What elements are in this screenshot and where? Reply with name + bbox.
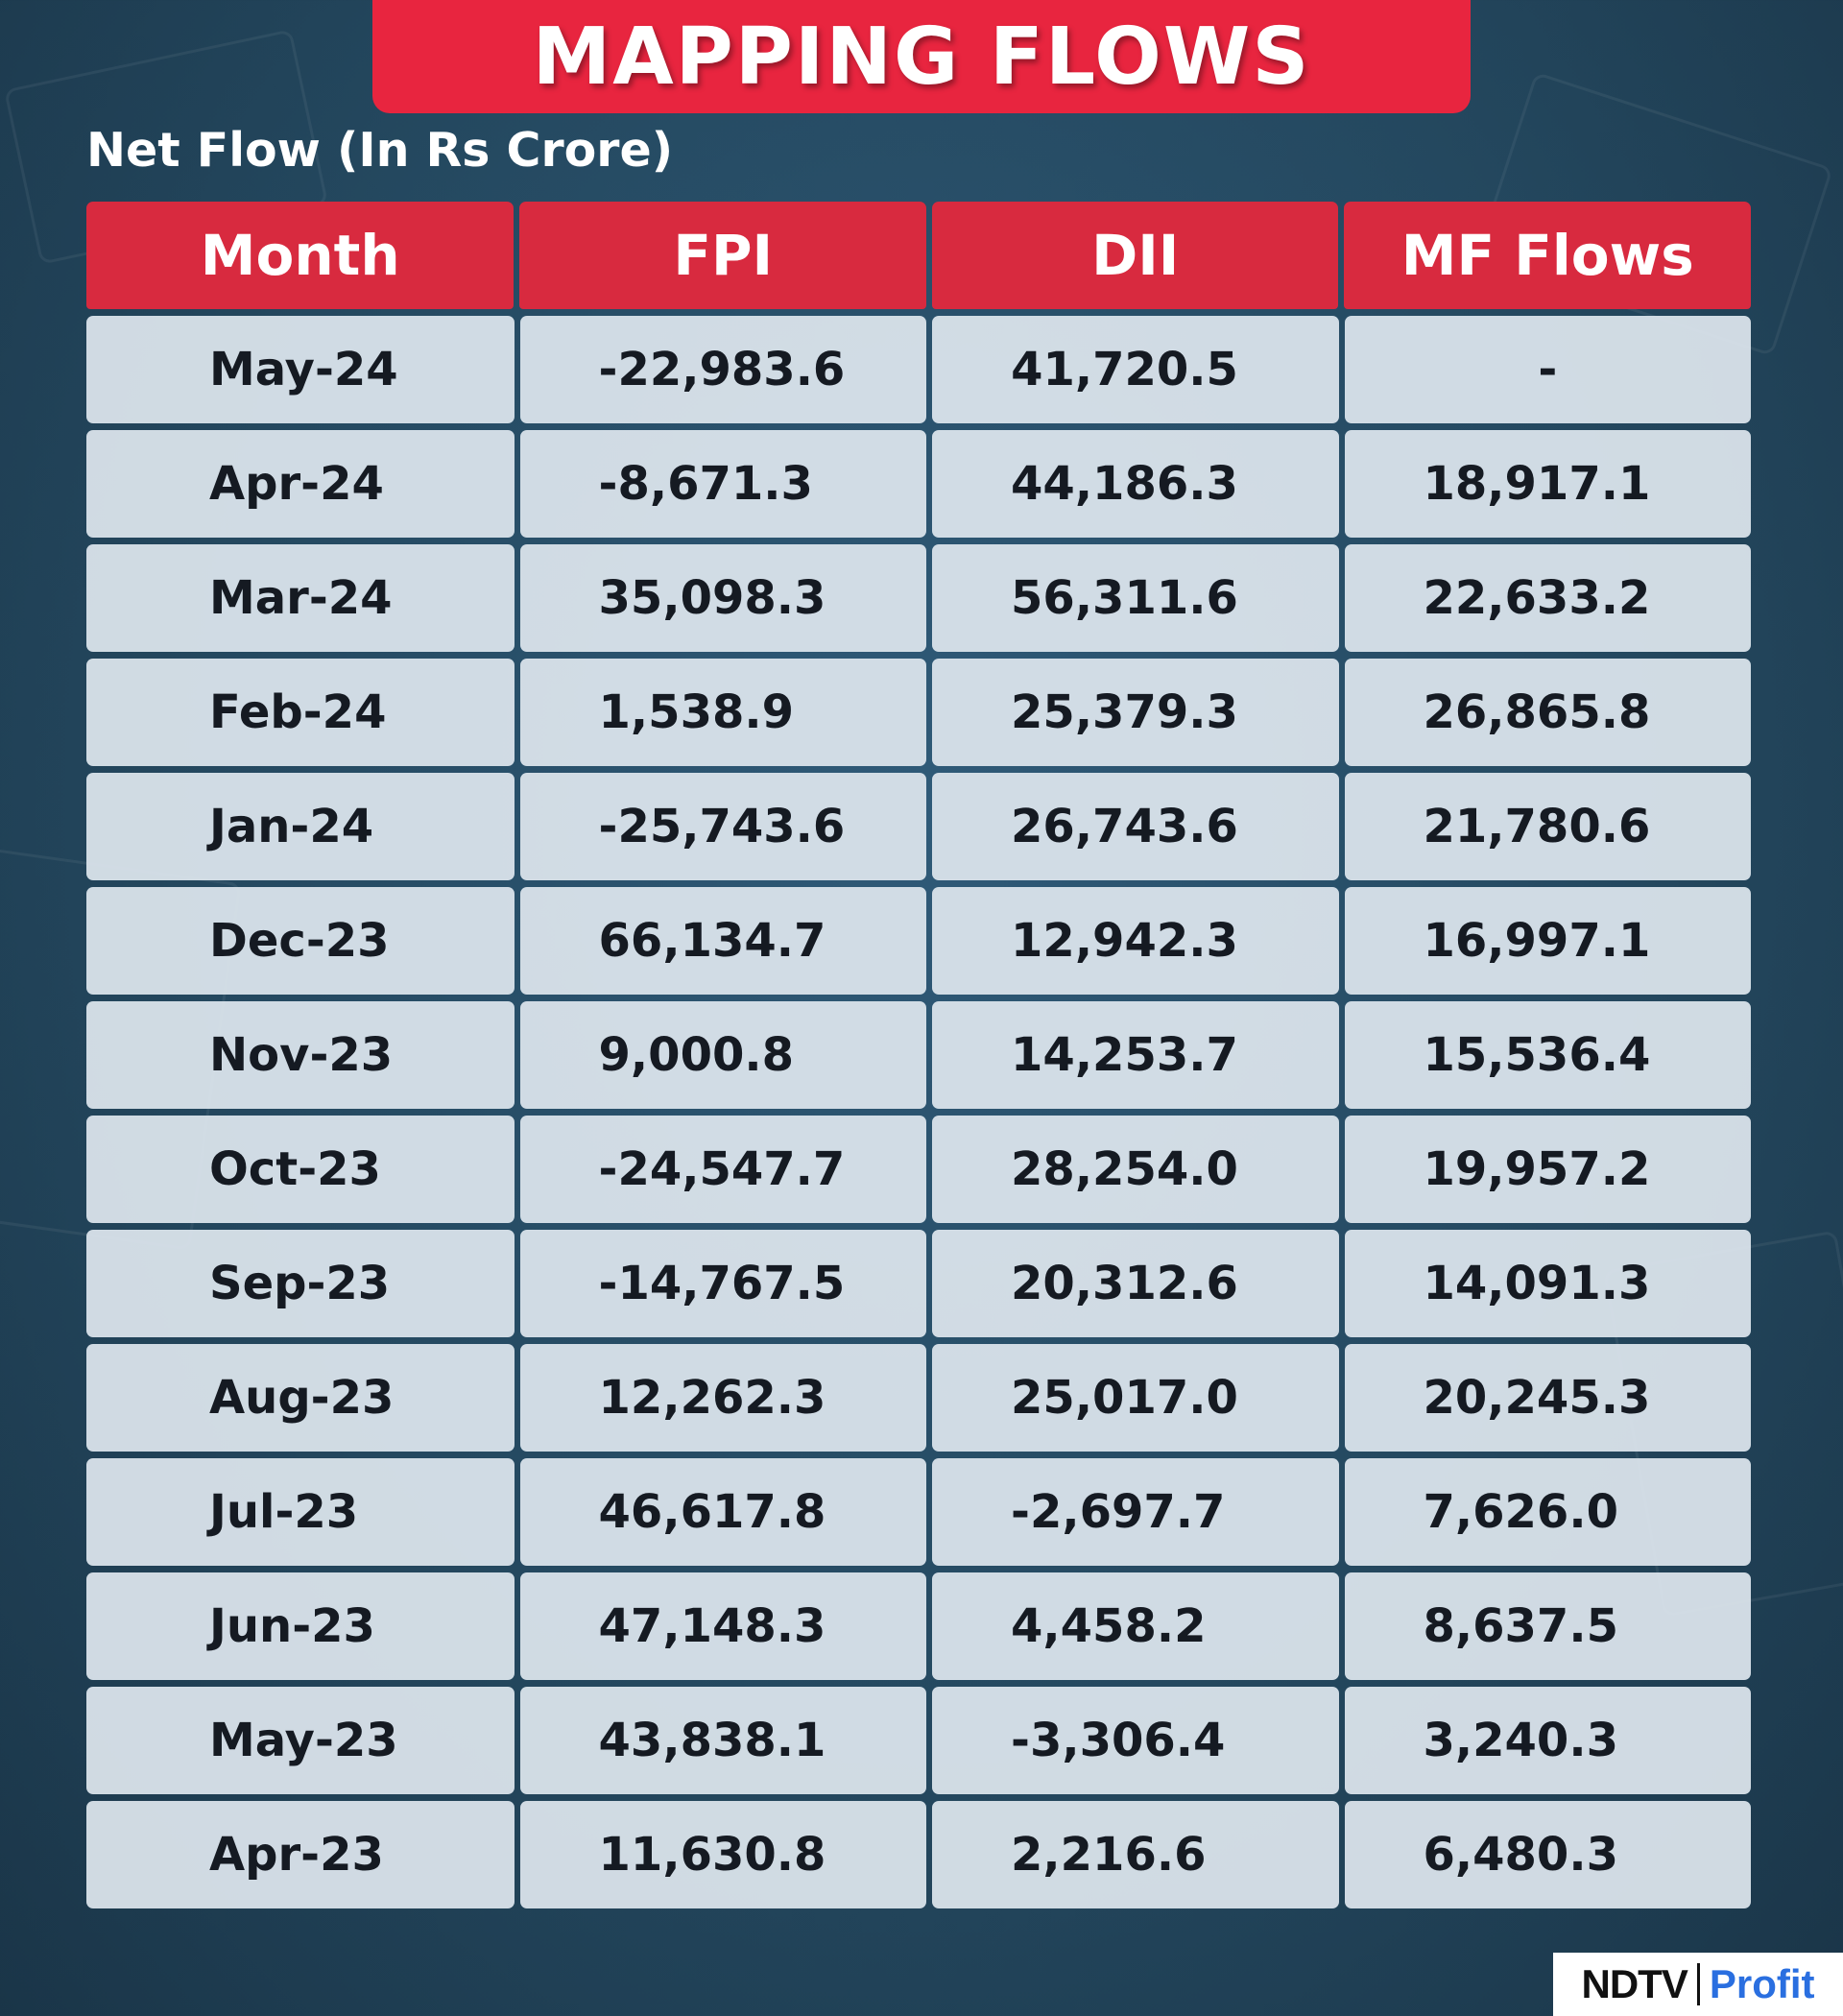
- fpi-cell: 11,630.8: [520, 1801, 926, 1908]
- fpi-cell: -8,671.3: [520, 430, 926, 538]
- table-header-row: [86, 202, 1751, 309]
- month-cell: Jul-23: [86, 1458, 515, 1566]
- table-row: [86, 1458, 1751, 1566]
- dii-cell: -3,306.4: [932, 1687, 1338, 1794]
- table-row: [86, 1801, 1751, 1908]
- mf-flows-cell: 8,637.5: [1345, 1572, 1751, 1680]
- month-cell: Feb-24: [86, 659, 515, 766]
- table-row: [86, 1230, 1751, 1337]
- month-cell: Oct-23: [86, 1116, 515, 1223]
- fpi-cell: -24,547.7: [520, 1116, 926, 1223]
- column-header-dii: DII: [932, 202, 1339, 309]
- fpi-cell: 35,098.3: [520, 544, 926, 652]
- table-row: [86, 1001, 1751, 1109]
- month-cell: Mar-24: [86, 544, 515, 652]
- title-banner: [372, 0, 1471, 113]
- month-cell: Sep-23: [86, 1230, 515, 1337]
- dii-cell: 44,186.3: [932, 430, 1338, 538]
- mf-flows-cell: 19,957.2: [1345, 1116, 1751, 1223]
- table-subtitle: Net Flow (In Rs Crore): [86, 123, 674, 178]
- table-row: [86, 430, 1751, 538]
- table-body: [86, 316, 1751, 1908]
- mf-flows-cell: 22,633.2: [1345, 544, 1751, 652]
- fpi-cell: -14,767.5: [520, 1230, 926, 1337]
- dii-cell: 41,720.5: [932, 316, 1339, 423]
- table-row: [86, 1687, 1751, 1794]
- month-cell: Apr-23: [86, 1801, 515, 1908]
- dii-cell: 2,216.6: [932, 1801, 1338, 1908]
- fpi-cell: 46,617.8: [520, 1458, 926, 1566]
- fpi-cell: -22,983.6: [520, 316, 927, 423]
- mf-flows-cell: 18,917.1: [1345, 430, 1751, 538]
- dii-cell: 14,253.7: [932, 1001, 1338, 1109]
- fpi-cell: 9,000.8: [520, 1001, 926, 1109]
- table-row: [86, 1116, 1751, 1223]
- table-row: [86, 887, 1751, 995]
- dii-cell: -2,697.7: [932, 1458, 1338, 1566]
- mf-flows-cell: 16,997.1: [1345, 887, 1751, 995]
- month-cell: Nov-23: [86, 1001, 515, 1109]
- logo-profit-text: Profit: [1709, 1961, 1815, 2006]
- month-cell: Jun-23: [86, 1572, 515, 1680]
- mf-flows-cell: 14,091.3: [1345, 1230, 1751, 1337]
- column-header-fpi: FPI: [519, 202, 926, 309]
- mf-flows-cell: 3,240.3: [1345, 1687, 1751, 1794]
- dii-cell: 25,017.0: [932, 1344, 1338, 1452]
- logo-divider: [1697, 1963, 1700, 2005]
- table-row: [86, 1344, 1751, 1452]
- table-row: [86, 659, 1751, 766]
- dii-cell: 4,458.2: [932, 1572, 1338, 1680]
- month-cell: Aug-23: [86, 1344, 515, 1452]
- fpi-cell: 47,148.3: [520, 1572, 926, 1680]
- month-cell: May-23: [86, 1687, 515, 1794]
- table-row: [86, 316, 1751, 423]
- mf-flows-cell: -: [1345, 316, 1751, 423]
- table-row: [86, 1572, 1751, 1680]
- dii-cell: 26,743.6: [932, 773, 1338, 880]
- dii-cell: 56,311.6: [932, 544, 1338, 652]
- dii-cell: 28,254.0: [932, 1116, 1338, 1223]
- mf-flows-cell: 20,245.3: [1345, 1344, 1751, 1452]
- ndtv-profit-logo: [1553, 1953, 1843, 2016]
- column-header-month: Month: [86, 202, 514, 309]
- mf-flows-cell: 15,536.4: [1345, 1001, 1751, 1109]
- logo-ndtv-text: NDTV: [1581, 1961, 1687, 2006]
- mf-flows-cell: 26,865.8: [1345, 659, 1751, 766]
- column-header-mf-flows: MF Flows: [1344, 202, 1751, 309]
- fpi-cell: 66,134.7: [520, 887, 926, 995]
- dii-cell: 12,942.3: [932, 887, 1338, 995]
- page-title: MAPPING FLOWS: [532, 11, 1311, 103]
- month-cell: Apr-24: [86, 430, 515, 538]
- fpi-cell: 12,262.3: [520, 1344, 926, 1452]
- flows-table: [86, 202, 1751, 1915]
- table-row: [86, 544, 1751, 652]
- table-row: [86, 773, 1751, 880]
- mf-flows-cell: 7,626.0: [1345, 1458, 1751, 1566]
- fpi-cell: 1,538.9: [520, 659, 926, 766]
- fpi-cell: 43,838.1: [520, 1687, 926, 1794]
- month-cell: Dec-23: [86, 887, 515, 995]
- dii-cell: 25,379.3: [932, 659, 1338, 766]
- dii-cell: 20,312.6: [932, 1230, 1338, 1337]
- mf-flows-cell: 6,480.3: [1345, 1801, 1751, 1908]
- month-cell: Jan-24: [86, 773, 515, 880]
- mf-flows-cell: 21,780.6: [1345, 773, 1751, 880]
- fpi-cell: -25,743.6: [520, 773, 926, 880]
- month-cell: May-24: [86, 316, 515, 423]
